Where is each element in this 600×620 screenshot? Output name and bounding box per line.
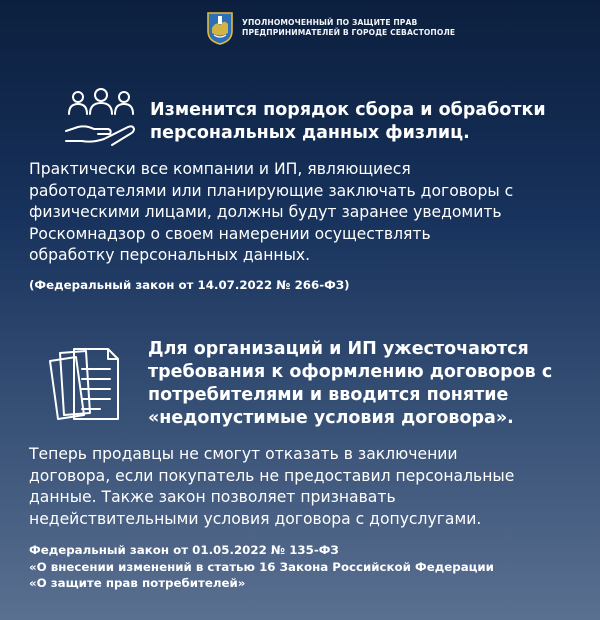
city-crest-icon [206, 11, 234, 45]
section2-title [148, 338, 593, 430]
header-line-2: ПРЕДПРИНИМАТЕЛЕЙ В ГОРОДЕ СЕВАСТОПОЛЕ [242, 28, 456, 37]
section1-body-line: физическими лицами, должны будут заранее уведомить [29, 203, 502, 221]
section2-body-line: недействительными условия договора с допуслугами. [29, 509, 482, 528]
section1-body-line: Роскомнадзор о своем намерении осуществлять [29, 224, 431, 243]
people-hand-icon [62, 87, 140, 147]
section2-title-line: требования к оформлению договоров с [148, 362, 553, 382]
header-text [242, 18, 455, 38]
header [206, 11, 455, 45]
section1-body [29, 159, 589, 267]
section2-law-line: «О защите прав потребителей» [29, 576, 246, 590]
section2-body [29, 444, 589, 530]
section2-law-line: «О внесении изменений в статью 16 Закона Российской Федерации [29, 559, 494, 574]
documents-icon [46, 343, 132, 427]
section2-body-line: Теперь продавцы не смогут отказать в заключении [29, 445, 458, 463]
section2-title-line: потребителями и вводится понятие [148, 385, 509, 405]
section1-body-line: обработку персональных данных. [29, 246, 311, 264]
header-line-1: УПОЛНОМОЧЕННЫЙ ПО ЗАЩИТЕ ПРАВ [242, 18, 418, 27]
section1-body-line: работодателями или планирующие заключать договоры с [29, 181, 514, 200]
section1-body-line: Практически все компании и ИП, являющиеся [29, 160, 411, 178]
section1-title-line: персональных данных физлиц. [150, 123, 470, 143]
section2-title-line: «недопустимые условия договора». [148, 408, 514, 428]
section2-law-reference [29, 542, 589, 592]
section2-law-line: Федеральный закон от 01.05.2022 № 135-ФЗ [29, 543, 339, 557]
section1-law-reference: (Федеральный закон от 14.07.2022 № 266-ФЗ) [29, 278, 350, 292]
section2-body-line: договора, если покупатель не предоставил персональные [29, 466, 515, 485]
section1-title [150, 99, 590, 145]
section2-title-line: Для организаций и ИП ужесточаются [148, 339, 529, 359]
section1-title-line: Изменится порядок сбора и обработки [150, 100, 546, 120]
section2-body-line: данные. Также закон позволяет признавать [29, 488, 396, 506]
